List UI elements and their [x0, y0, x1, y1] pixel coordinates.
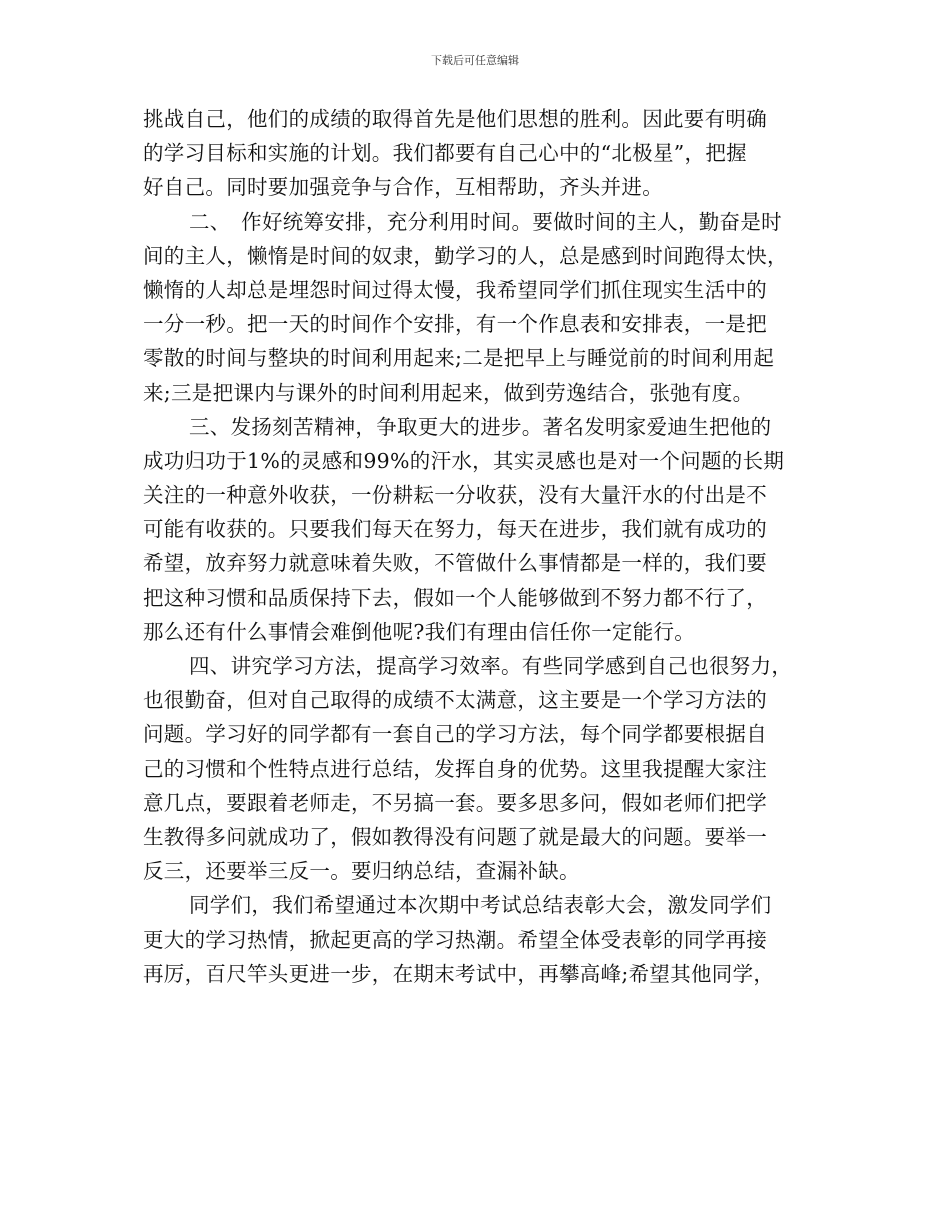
text-line: 生教得多问就成功了，假如教得没有问题了就是最大的问题。要举一 — [143, 824, 767, 849]
text-line: 四、讲究学习方法，提高学习效率。有些同学感到自己也很努力， — [189, 654, 793, 678]
text-line: 成功归功于1%的灵感和99%的汗水，其实灵感也是对一个问题的长期 — [143, 448, 785, 473]
text-line: 挑战自己，他们的成绩的取得首先是他们思想的胜利。因此要有明确 — [143, 107, 767, 131]
text-line: 希望，放弃努力就意味着失败，不管做什么事情都是一样的，我们要 — [143, 551, 767, 576]
text-line: 也很勤奋，但对自己取得的成绩不太满意，这主要是一个学习方法的 — [143, 688, 767, 713]
text-line: 意几点，要跟着老师走，不另搞一套。要多思多问，假如老师们把学 — [143, 790, 767, 815]
text-line: 同学们，我们希望通过本次期中考试总结表彰大会，激发同学们 — [189, 893, 772, 918]
text-line: 再厉，百尺竿头更进一步，在期末考试中，再攀高峰;希望其他同学， — [143, 961, 775, 986]
page-header: 下载后可任意编辑 — [431, 54, 519, 67]
text-line: 己的习惯和个性特点进行总结，发挥自身的优势。这里我提醒大家注 — [143, 756, 767, 781]
text-line: 来;三是把课内与课外的时间利用起来，做到劳逸结合，张弛有度。 — [143, 380, 754, 405]
text-line: 零散的时间与整块的时间利用起来;二是把早上与睡觉前的时间利用起 — [143, 346, 775, 371]
text-line: 问题。学习好的同学都有一套自己的学习方法，每个同学都要根据自 — [143, 722, 767, 747]
document-body — [143, 102, 807, 991]
text-line: 关注的一种意外收获，一份耕耘一分收获，没有大量汗水的付出是不 — [143, 483, 767, 508]
text-line: 好自己。同时要加强竞争与合作，互相帮助，齐头并进。 — [143, 175, 663, 200]
text-line: 二、 作好统筹安排，充分利用时间。要做时间的主人，勤奋是时 — [189, 209, 782, 234]
text-line: 那么还有什么事情会难倒他呢?我们有理由信任你一定能行。 — [143, 619, 696, 644]
text-line: 懒惰的人却总是埋怨时间过得太慢，我希望同学们抓住现实生活中的 — [143, 277, 767, 302]
text-line: 三、发扬刻苦精神，争取更大的进步。著名发明家爱迪生把他的 — [189, 414, 772, 439]
text-line: 间的主人，懒惰是时间的奴隶，勤学习的人，总是感到时间跑得太快， — [143, 243, 788, 268]
text-line: 更大的学习热情，掀起更高的学习热潮。希望全体受表彰的同学再接 — [143, 927, 767, 952]
text-line: 反三，还要举三反一。要归纳总结，查漏补缺。 — [143, 859, 580, 884]
text-line: 一分一秒。把一天的时间作个安排，有一个作息表和安排表，一是把 — [143, 312, 767, 337]
text-line: 可能有收获的。只要我们每天在努力，每天在进步，我们就有成功的 — [143, 517, 767, 542]
text-line: 把这种习惯和品质保持下去，假如一个人能够做到不努力都不行了， — [143, 585, 767, 610]
text-line: 的学习目标和实施的计划。我们都要有自己心中的“北极星”，把握 — [143, 141, 747, 166]
